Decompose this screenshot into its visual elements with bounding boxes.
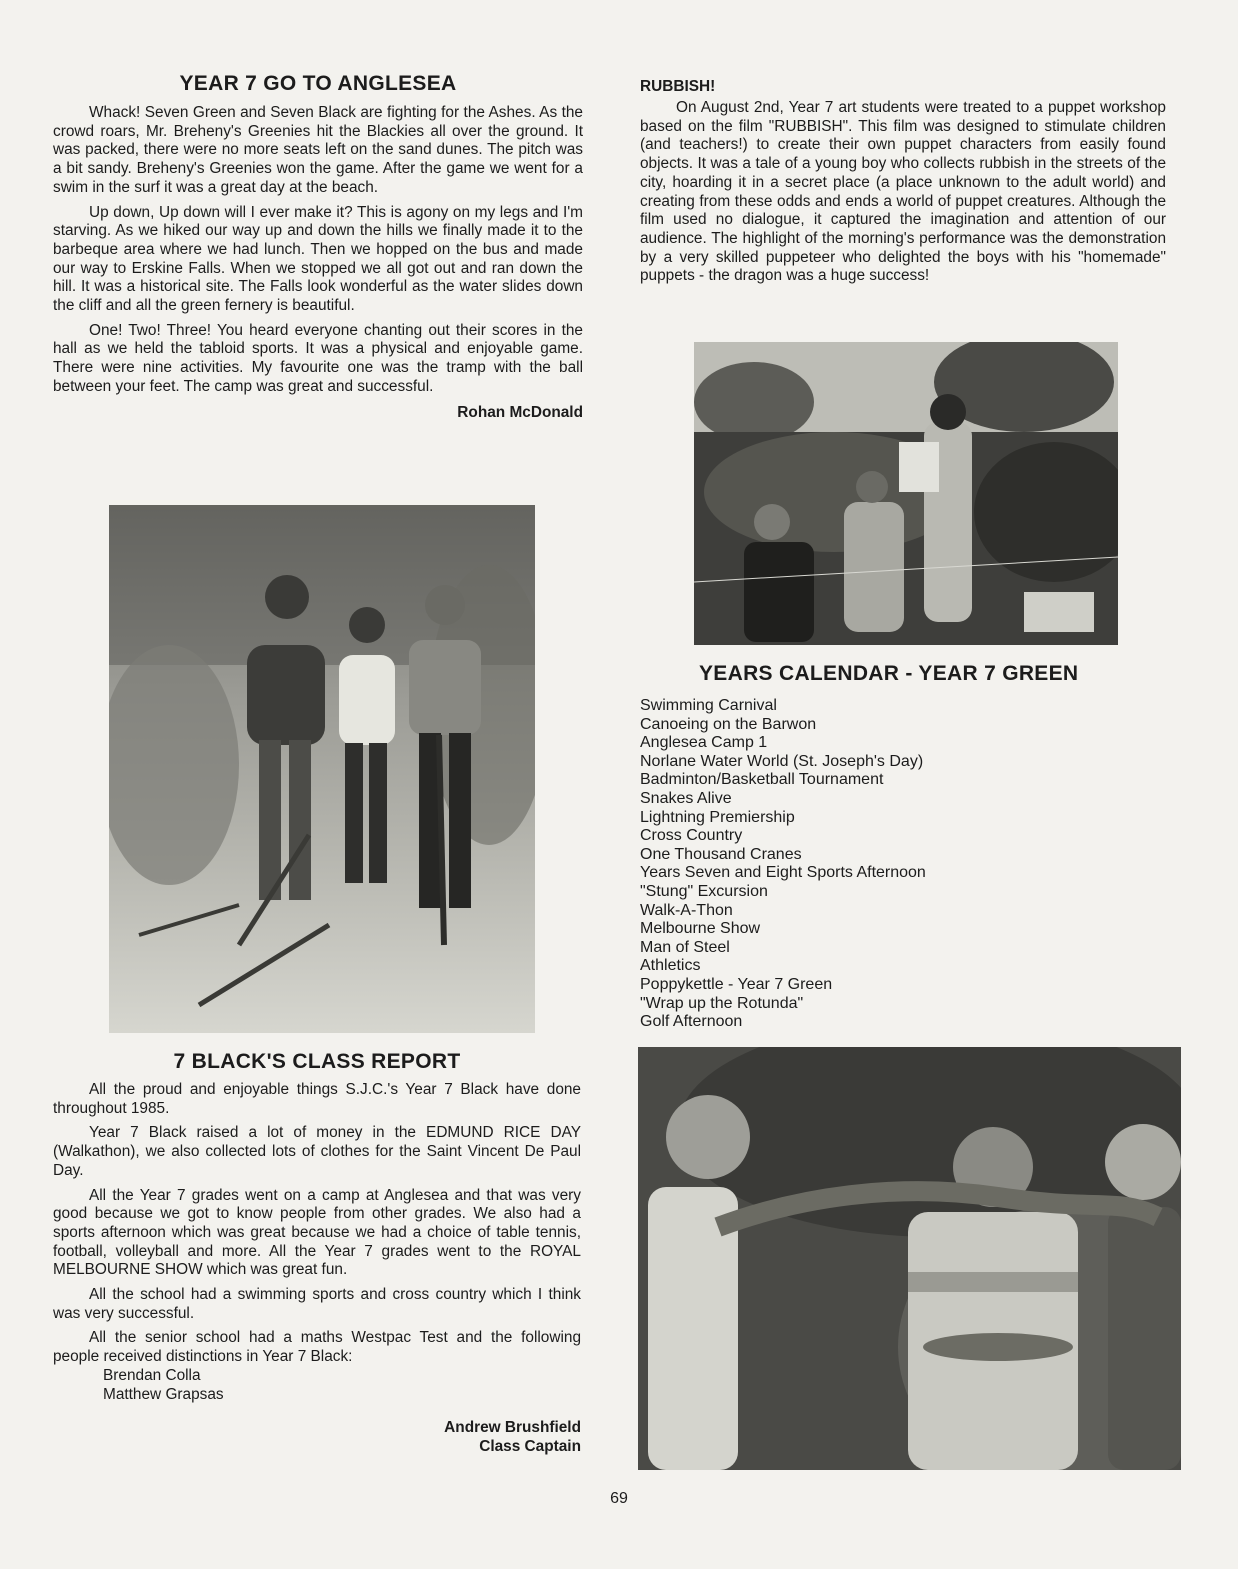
black-report-paragraph: All the senior school had a maths Westpac Test and the following people received distinctions in Year 7 Black: [53, 1329, 581, 1366]
black-report-paragraph: Year 7 Black raised a lot of money in the EDMUND RICE DAY (Walkathon), we also collected lots of clothes for the Saint Vincent De Paul Day. [53, 1124, 581, 1179]
calendar-item: Norlane Water World (St. Joseph's Day) [640, 752, 924, 770]
rubbish-title: RUBBISH! [640, 78, 716, 95]
black-report-author-role: Class Captain [479, 1438, 581, 1456]
anglesea-article [53, 72, 583, 422]
black-report-paragraph: All the school had a swimming sports and cross country which I think was very successful. [53, 1286, 581, 1322]
calendar-item: Lightning Premiership [640, 808, 795, 826]
black-report-article [53, 1050, 581, 1456]
black-report-title: 7 BLACK'S CLASS REPORT [173, 1050, 461, 1073]
calendar-item: Poppykettle - Year 7 Green [640, 975, 833, 993]
page-number: 69 [610, 1490, 628, 1507]
distinction-list [103, 1367, 581, 1404]
anglesea-title: YEAR 7 GO TO ANGLESEA [179, 72, 457, 95]
camp-boys-photo [109, 505, 535, 1033]
calendar-item: Golf Afternoon [640, 1013, 743, 1031]
rubbish-paragraph: On August 2nd, Year 7 art students were treated to a puppet workshop based on the film "RUBBISH". This film was designed to stimulate children (and teachers!) to create their own puppet characters from easily found objects. It was a tale of a young boy who collects rubbish in the streets of the city, hoarding it in a secret place (a place unknown to the adult world) and creating from these odds and ends a world of puppet creatures. Although the film used no dialogue, it captured the imagination and attention of our audience. The highlight of the morning's performance was the demonstration by a very skilled puppeteer who delighted the boys with his "homemade" puppets - the dragon was a huge success! [640, 99, 1166, 285]
black-report-paragraph: All the Year 7 grades went on a camp at Anglesea and that was very good because we got to know people from other grades. We also had a sports afternoon which was great because we had a choice of table tennis, football, volleyball and more. All the Year 7 grades went to the ROYAL MELBOURNE SHOW which was great fun. [53, 1186, 581, 1279]
calendar-item: Melbourne Show [640, 920, 761, 938]
calendar-list [640, 697, 1180, 1032]
rubbish-article [640, 78, 1166, 292]
snakes-alive-photo [638, 1047, 1181, 1470]
calendar-item: One Thousand Cranes [640, 845, 802, 863]
calendar-item: Anglesea Camp 1 [640, 734, 768, 752]
calendar-item: Canoeing on the Barwon [640, 715, 817, 733]
calendar-item: Walk-A-Thon [640, 901, 733, 919]
black-report-author: Andrew Brushfield [444, 1419, 581, 1437]
distinction-name: Brendan Colla [103, 1366, 201, 1384]
calendar-item: "Stung" Excursion [640, 882, 768, 900]
puppet-show-crowd-photo [694, 342, 1118, 645]
anglesea-paragraph: Up down, Up down will I ever make it? This is agony on my legs and I'm starving. As we hiked our way up and down the hills we finally made it to the barbeque area where we had lunch. Then we hopped on the bus and made our way to Erskine Falls. When we stopped we all got out and ran down the hill. It was a historical site. The Falls look wonderful as the water slides down the cliff and all the green fernery is beautiful. [53, 203, 583, 315]
anglesea-author: Rohan McDonald [457, 403, 583, 421]
calendar-section [640, 662, 1180, 1032]
anglesea-paragraph: One! Two! Three! You heard everyone chanting out their scores in the hall as we held the tabloid sports. It was a physical and enjoyable game. There were nine activities. My favourite one was the tramp with the ball between your feet. The camp was great and successful. [53, 321, 583, 395]
calendar-item: Man of Steel [640, 938, 730, 956]
black-report-paragraph: All the proud and enjoyable things S.J.C.'s Year 7 Black have done throughout 1985. [53, 1081, 581, 1117]
calendar-item: Cross Country [640, 827, 743, 845]
anglesea-paragraph: Whack! Seven Green and Seven Black are fighting for the Ashes. As the crowd roars, Mr. Breheny's Greenies hit the Blackies all over the ground. It was packed, there were no more seats left on the sand dunes. The pitch was a bit sandy. Breheny's Greenies won the game. After the game we went for a swim in the surf it was a great day at the beach. [53, 104, 583, 196]
distinction-name: Matthew Grapsas [103, 1385, 224, 1403]
calendar-item: Years Seven and Eight Sports Afternoon [640, 864, 926, 882]
calendar-item: "Wrap up the Rotunda" [640, 994, 804, 1012]
calendar-title: YEARS CALENDAR - YEAR 7 GREEN [699, 662, 1079, 685]
calendar-item: Snakes Alive [640, 789, 732, 807]
calendar-item: Athletics [640, 957, 701, 975]
calendar-item: Swimming Carnival [640, 697, 777, 714]
calendar-item: Badminton/Basketball Tournament [640, 771, 884, 789]
